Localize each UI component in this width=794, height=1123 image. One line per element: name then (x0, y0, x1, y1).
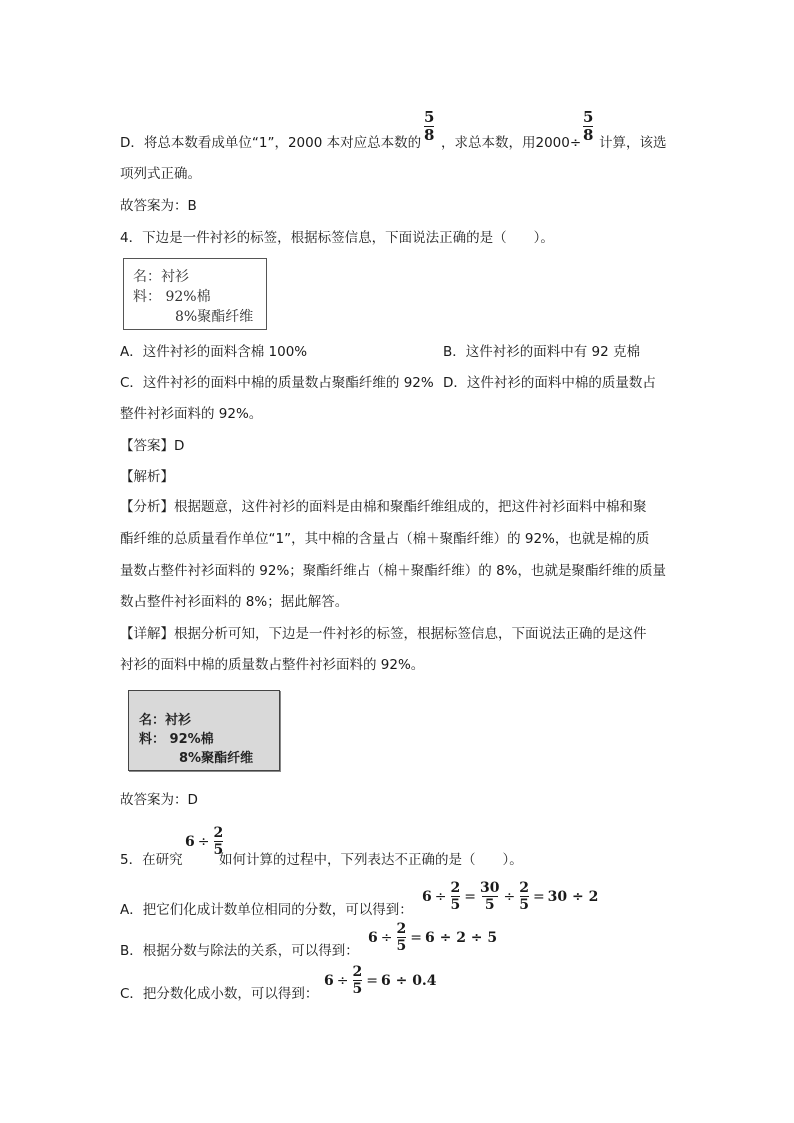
analysis-line-1: 【分析】根据题意，这件衬衫的面料是由棉和聚酯纤维组成的，把这件衬衫面料中棉和聚 (120, 499, 647, 515)
label-material: 料： 92%棉 (139, 732, 214, 747)
label-material-2: 8%聚酯纤维 (179, 751, 254, 766)
q5-stem-b: 如何计算的过程中，下列表达不正确的是（ ）。 (219, 852, 523, 868)
a-whole: 6 (422, 888, 432, 905)
c-whole: 6 (324, 972, 334, 989)
q4-option-b: B．这件衬衫的面料中有 92 克棉 (443, 344, 641, 360)
analysis-line-4: 数占整件衬衫面料的 8%；据此解答。 (120, 594, 349, 610)
c-n: 2 (352, 964, 363, 980)
fraction-denominator: 8 (424, 126, 435, 144)
expr-whole: 6 (185, 833, 195, 850)
option-d-line2: 项列式正确。 (120, 166, 201, 182)
q5-option-b: B．根据分数与除法的关系，可以得到： (120, 943, 359, 959)
a-div1: ÷ (434, 888, 447, 905)
fraction-five-eighths (424, 110, 434, 143)
q5-option-a-math (422, 881, 598, 912)
c-rhs: 6 ÷ 0.4 (380, 972, 437, 989)
q5-option-a: A．把它们化成计数单位相同的分数，可以得到： (120, 902, 413, 918)
a-d1: 5 (484, 897, 495, 913)
detail-line-2: 衬衫的面料中棉的质量数占整件衬衫面料的 92%。 (120, 657, 425, 673)
b-d: 5 (396, 938, 407, 954)
fraction-five-eighths-2 (583, 110, 593, 143)
b-whole: 6 (368, 929, 378, 946)
b-eq: = (410, 929, 422, 946)
fraction-numerator: 5 (583, 108, 594, 126)
a-n2: 2 (519, 880, 529, 896)
option-d-line1-text-b: ，求总本数，用2000÷ (441, 135, 582, 151)
label-name: 名：衬衫 (133, 269, 189, 285)
a-d0: 5 (450, 897, 461, 913)
a-n1: 30 (479, 880, 500, 896)
a-n0: 2 (450, 880, 461, 896)
detail-line-1: 【详解】根据分析可知，下边是一件衬衫的标签，根据标签信息，下面说法正确的是这件 (120, 626, 647, 642)
q4-stem: 4．下边是一件衬衫的标签，根据标签信息，下面说法正确的是（ ）。 (120, 230, 554, 246)
option-d-line1-text-a: D．将总本数看成单位“1”，2000 本对应总本数的 (120, 135, 422, 151)
option-d-line1-text-c: 计算，该选 (599, 135, 667, 151)
b-rhs: 6 ÷ 2 ÷ 5 (424, 929, 498, 946)
a-eq2: = (532, 888, 545, 905)
q4-option-c: C．这件衬衫的面料中棉的质量数占聚酯纤维的 92% (120, 375, 434, 391)
a-d2: 5 (519, 897, 529, 913)
expr-den: 5 (213, 842, 224, 858)
q4-option-d-line2: 整件衬衫面料的 92%。 (120, 406, 263, 422)
label-material-2: 8%聚酯纤维 (175, 309, 254, 325)
c-d: 5 (352, 981, 363, 997)
fraction-denominator: 8 (583, 126, 594, 144)
q4-option-a: A．这件衬衫的面料含棉 100% (120, 344, 308, 360)
expr-num: 2 (213, 825, 224, 841)
analysis-line-3: 量数占整件衬衫面料的 92%；聚酯纤维占（棉＋聚酯纤维）的 8%，也就是聚酯纤维的质量 (120, 563, 667, 579)
analysis-tag: 【解析】 (120, 469, 174, 485)
answer-tag: 【答案】D (120, 438, 185, 454)
q4-option-d: D．这件衬衫的面料中棉的质量数占 (443, 375, 656, 391)
a-rhs: 30 ÷ 2 (547, 888, 599, 905)
q5-stem-a: 5．在研究 (120, 852, 183, 868)
label-material: 料： 92%棉 (133, 289, 211, 305)
fraction-numerator: 5 (424, 108, 435, 126)
b-n: 2 (396, 921, 407, 937)
q5-option-c: C．把分数化成小数，可以得到： (120, 986, 319, 1002)
b-div: ÷ (380, 929, 393, 946)
answer-q4: 故答案为：D (120, 792, 198, 808)
divide-sign: ÷ (197, 833, 210, 850)
q5-option-c-math (324, 965, 437, 996)
answer-q3: 故答案为：B (120, 198, 197, 214)
shirt-label-figure (123, 258, 267, 330)
a-eq1: = (464, 888, 476, 905)
a-div2: ÷ (503, 888, 516, 905)
c-div: ÷ (336, 972, 349, 989)
label-name: 名：衬衫 (139, 713, 192, 728)
c-eq: = (366, 972, 378, 989)
q5-option-b-math (368, 922, 497, 953)
shirt-label-figure-2 (128, 690, 280, 771)
analysis-line-2: 酯纤维的总质量看作单位“1”，其中棉的含量占（棉＋聚酯纤维）的 92%，也就是棉的质 (120, 531, 650, 547)
